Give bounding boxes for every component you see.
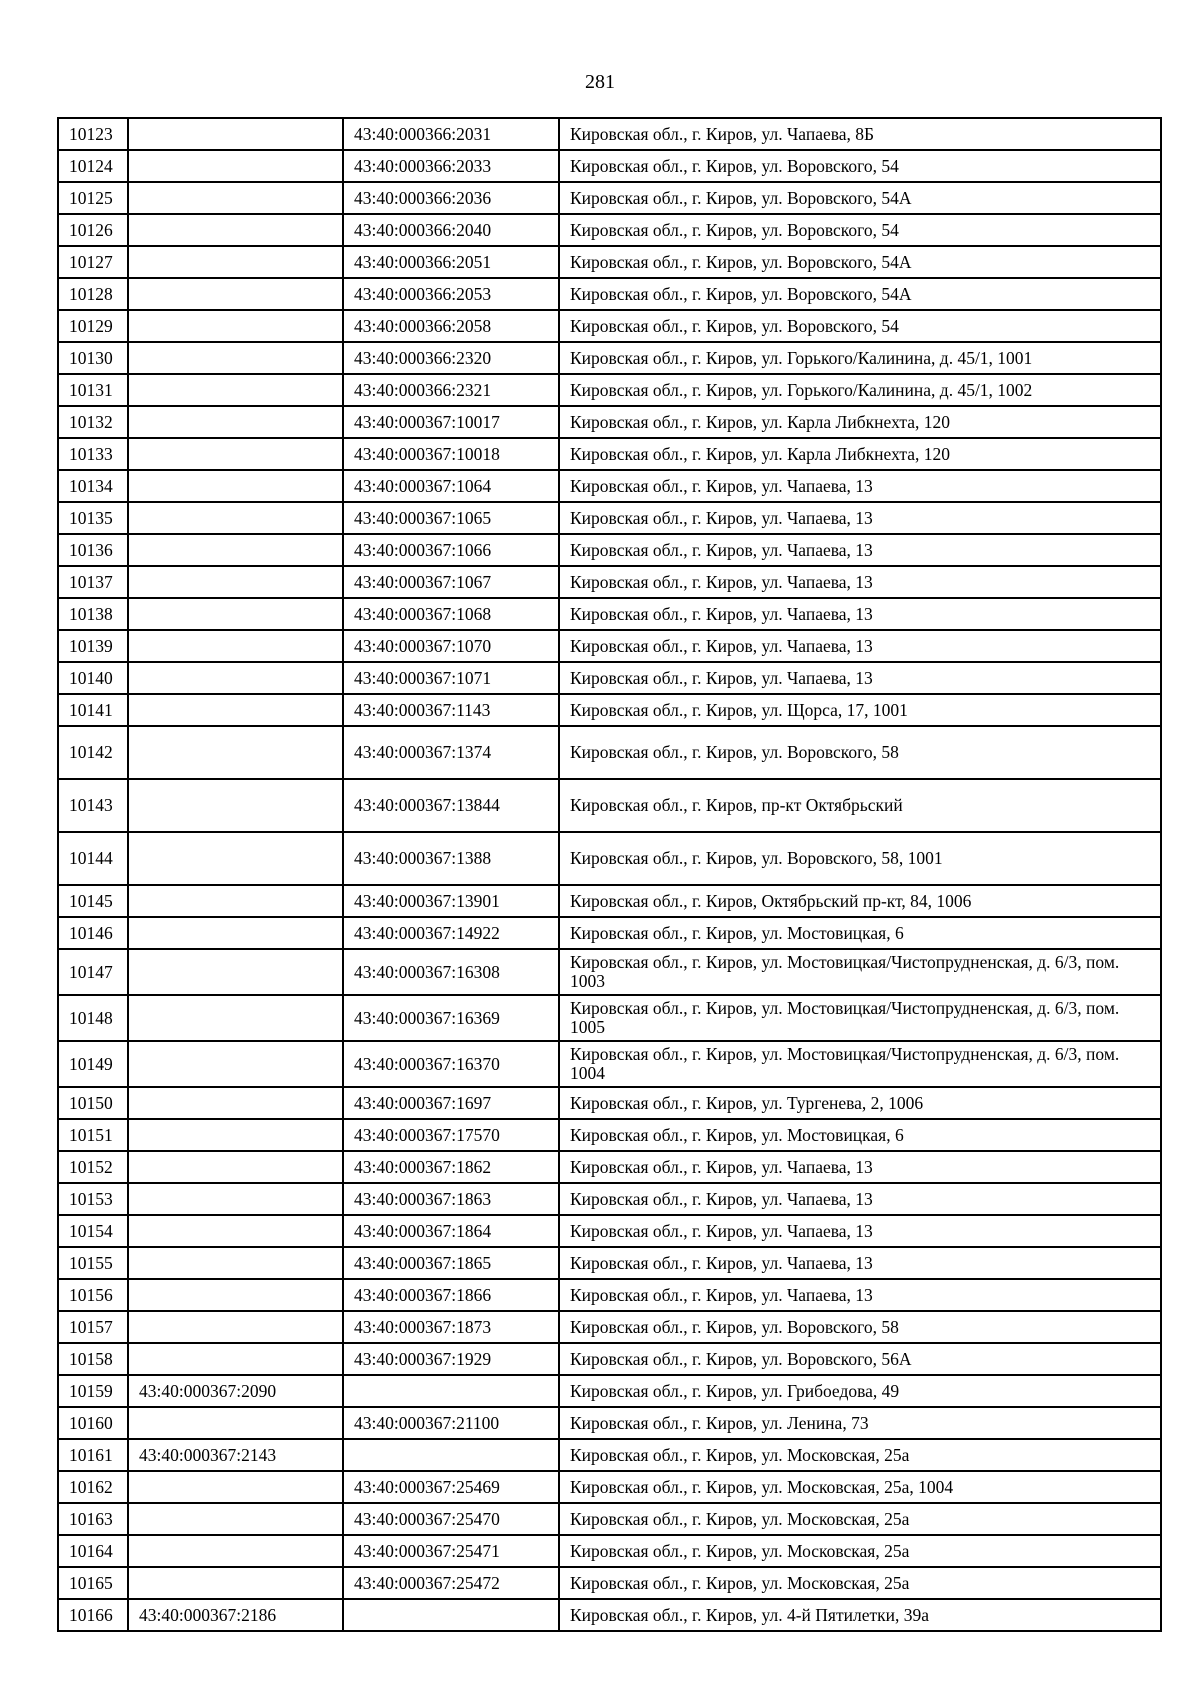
object-cadastral-number-cell: 43:40:000366:2058 [343, 310, 559, 342]
object-cadastral-number-cell: 43:40:000367:14922 [343, 917, 559, 949]
object-cadastral-number-cell: 43:40:000367:1066 [343, 534, 559, 566]
object-cadastral-number-cell: 43:40:000366:2053 [343, 278, 559, 310]
address-cell: Кировская обл., г. Киров, ул. Чапаева, 13 [559, 630, 1161, 662]
object-cadastral-number-cell: 43:40:000366:2033 [343, 150, 559, 182]
table-row [58, 995, 1161, 1041]
object-cadastral-number-cell: 43:40:000367:1065 [343, 502, 559, 534]
land-cadastral-number-cell [128, 1471, 343, 1503]
table-row [58, 502, 1161, 534]
object-cadastral-number-cell: 43:40:000367:10018 [343, 438, 559, 470]
address-cell: Кировская обл., г. Киров, ул. Ленина, 73 [559, 1407, 1161, 1439]
land-cadastral-number-cell [128, 1343, 343, 1375]
object-cadastral-number-cell: 43:40:000367:1929 [343, 1343, 559, 1375]
table-row [58, 598, 1161, 630]
object-cadastral-number-cell: 43:40:000366:2051 [343, 246, 559, 278]
land-cadastral-number-cell [128, 1247, 343, 1279]
object-cadastral-number-cell: 43:40:000367:10017 [343, 406, 559, 438]
row-number-cell: 10149 [58, 1041, 128, 1087]
row-number-cell: 10160 [58, 1407, 128, 1439]
table-row [58, 832, 1161, 885]
table-row [58, 150, 1161, 182]
object-cadastral-number-cell: 43:40:000367:25472 [343, 1567, 559, 1599]
table-row [58, 278, 1161, 310]
address-cell: Кировская обл., г. Киров, ул. Воровского, 54 [559, 310, 1161, 342]
land-cadastral-number-cell [128, 662, 343, 694]
land-cadastral-number-cell [128, 150, 343, 182]
address-cell: Кировская обл., г. Киров, ул. 4-й Пятилетки, 39а [559, 1599, 1161, 1631]
table-row [58, 1041, 1161, 1087]
table-row [58, 1215, 1161, 1247]
land-cadastral-number-cell [128, 374, 343, 406]
address-cell: Кировская обл., г. Киров, ул. Чапаева, 13 [559, 1183, 1161, 1215]
row-number-cell: 10146 [58, 917, 128, 949]
row-number-cell: 10158 [58, 1343, 128, 1375]
land-cadastral-number-cell [128, 779, 343, 832]
object-cadastral-number-cell: 43:40:000366:2031 [343, 118, 559, 150]
table-row [58, 1599, 1161, 1631]
land-cadastral-number-cell [128, 1119, 343, 1151]
registry-table-body [58, 118, 1161, 1631]
table-row [58, 374, 1161, 406]
table-row [58, 118, 1161, 150]
object-cadastral-number-cell: 43:40:000367:1866 [343, 1279, 559, 1311]
land-cadastral-number-cell [128, 1279, 343, 1311]
object-cadastral-number-cell: 43:40:000367:1697 [343, 1087, 559, 1119]
land-cadastral-number-cell [128, 1503, 343, 1535]
table-row [58, 1503, 1161, 1535]
address-cell: Кировская обл., г. Киров, ул. Чапаева, 8Б [559, 118, 1161, 150]
address-cell: Кировская обл., г. Киров, ул. Мостовицкая/Чистопрудненская, д. 6/3, пом. 1003 [559, 949, 1161, 995]
row-number-cell: 10165 [58, 1567, 128, 1599]
object-cadastral-number-cell [343, 1599, 559, 1631]
address-cell: Кировская обл., г. Киров, ул. Горького/Калинина, д. 45/1, 1001 [559, 342, 1161, 374]
land-cadastral-number-cell [128, 1311, 343, 1343]
table-row [58, 949, 1161, 995]
object-cadastral-number-cell: 43:40:000367:25469 [343, 1471, 559, 1503]
row-number-cell: 10162 [58, 1471, 128, 1503]
address-cell: Кировская обл., г. Киров, ул. Чапаева, 13 [559, 1151, 1161, 1183]
table-row [58, 1087, 1161, 1119]
land-cadastral-number-cell [128, 1407, 343, 1439]
land-cadastral-number-cell [128, 630, 343, 662]
row-number-cell: 10137 [58, 566, 128, 598]
object-cadastral-number-cell: 43:40:000367:1067 [343, 566, 559, 598]
address-cell: Кировская обл., г. Киров, ул. Мостовицкая/Чистопрудненская, д. 6/3, пом. 1005 [559, 995, 1161, 1041]
row-number-cell: 10157 [58, 1311, 128, 1343]
row-number-cell: 10153 [58, 1183, 128, 1215]
address-cell: Кировская обл., г. Киров, ул. Горького/Калинина, д. 45/1, 1002 [559, 374, 1161, 406]
object-cadastral-number-cell: 43:40:000367:1873 [343, 1311, 559, 1343]
land-cadastral-number-cell [128, 118, 343, 150]
address-cell: Кировская обл., г. Киров, ул. Воровского, 54 [559, 150, 1161, 182]
land-cadastral-number-cell [128, 1183, 343, 1215]
address-cell: Кировская обл., г. Киров, ул. Московская, 25а, 1004 [559, 1471, 1161, 1503]
table-row [58, 1407, 1161, 1439]
table-row [58, 1471, 1161, 1503]
address-cell: Кировская обл., г. Киров, ул. Щорса, 17, 1001 [559, 694, 1161, 726]
object-cadastral-number-cell [343, 1375, 559, 1407]
land-cadastral-number-cell [128, 949, 343, 995]
address-cell: Кировская обл., г. Киров, ул. Чапаева, 13 [559, 1247, 1161, 1279]
object-cadastral-number-cell: 43:40:000366:2036 [343, 182, 559, 214]
row-number-cell: 10142 [58, 726, 128, 779]
address-cell: Кировская обл., г. Киров, ул. Московская, 25а [559, 1503, 1161, 1535]
land-cadastral-number-cell [128, 438, 343, 470]
object-cadastral-number-cell: 43:40:000367:1143 [343, 694, 559, 726]
row-number-cell: 10139 [58, 630, 128, 662]
table-row [58, 214, 1161, 246]
row-number-cell: 10128 [58, 278, 128, 310]
object-cadastral-number-cell: 43:40:000366:2320 [343, 342, 559, 374]
land-cadastral-number-cell [128, 694, 343, 726]
row-number-cell: 10138 [58, 598, 128, 630]
address-cell: Кировская обл., г. Киров, ул. Чапаева, 13 [559, 662, 1161, 694]
table-row [58, 779, 1161, 832]
table-row [58, 566, 1161, 598]
address-cell: Кировская обл., г. Киров, ул. Московская, 25а [559, 1439, 1161, 1471]
table-row [58, 726, 1161, 779]
object-cadastral-number-cell: 43:40:000367:1863 [343, 1183, 559, 1215]
table-row [58, 1535, 1161, 1567]
row-number-cell: 10163 [58, 1503, 128, 1535]
land-cadastral-number-cell [128, 310, 343, 342]
row-number-cell: 10125 [58, 182, 128, 214]
row-number-cell: 10136 [58, 534, 128, 566]
table-row [58, 662, 1161, 694]
land-cadastral-number-cell [128, 1151, 343, 1183]
address-cell: Кировская обл., г. Киров, ул. Воровского, 56А [559, 1343, 1161, 1375]
land-cadastral-number-cell [128, 598, 343, 630]
row-number-cell: 10132 [58, 406, 128, 438]
address-cell: Кировская обл., г. Киров, ул. Грибоедова, 49 [559, 1375, 1161, 1407]
land-cadastral-number-cell [128, 342, 343, 374]
land-cadastral-number-cell: 43:40:000367:2090 [128, 1375, 343, 1407]
object-cadastral-number-cell: 43:40:000366:2321 [343, 374, 559, 406]
land-cadastral-number-cell [128, 917, 343, 949]
object-cadastral-number-cell: 43:40:000367:1862 [343, 1151, 559, 1183]
object-cadastral-number-cell: 43:40:000367:1068 [343, 598, 559, 630]
land-cadastral-number-cell [128, 246, 343, 278]
address-cell: Кировская обл., г. Киров, ул. Воровского, 54А [559, 182, 1161, 214]
table-row [58, 342, 1161, 374]
land-cadastral-number-cell [128, 214, 343, 246]
land-cadastral-number-cell [128, 566, 343, 598]
row-number-cell: 10133 [58, 438, 128, 470]
land-cadastral-number-cell [128, 1041, 343, 1087]
row-number-cell: 10135 [58, 502, 128, 534]
table-row [58, 1567, 1161, 1599]
address-cell: Кировская обл., г. Киров, ул. Чапаева, 13 [559, 534, 1161, 566]
object-cadastral-number-cell: 43:40:000367:1388 [343, 832, 559, 885]
address-cell: Кировская обл., г. Киров, ул. Московская, 25а [559, 1535, 1161, 1567]
object-cadastral-number-cell: 43:40:000366:2040 [343, 214, 559, 246]
land-cadastral-number-cell [128, 182, 343, 214]
row-number-cell: 10147 [58, 949, 128, 995]
object-cadastral-number-cell: 43:40:000367:13901 [343, 885, 559, 917]
table-row [58, 917, 1161, 949]
row-number-cell: 10161 [58, 1439, 128, 1471]
row-number-cell: 10166 [58, 1599, 128, 1631]
table-row [58, 1151, 1161, 1183]
table-row [58, 1439, 1161, 1471]
object-cadastral-number-cell: 43:40:000367:1374 [343, 726, 559, 779]
row-number-cell: 10134 [58, 470, 128, 502]
land-cadastral-number-cell [128, 885, 343, 917]
table-row [58, 1343, 1161, 1375]
land-cadastral-number-cell [128, 406, 343, 438]
row-number-cell: 10164 [58, 1535, 128, 1567]
object-cadastral-number-cell: 43:40:000367:1064 [343, 470, 559, 502]
row-number-cell: 10151 [58, 1119, 128, 1151]
table-row [58, 310, 1161, 342]
address-cell: Кировская обл., г. Киров, ул. Чапаева, 13 [559, 470, 1161, 502]
address-cell: Кировская обл., г. Киров, ул. Воровского, 58, 1001 [559, 832, 1161, 885]
row-number-cell: 10140 [58, 662, 128, 694]
land-cadastral-number-cell [128, 470, 343, 502]
object-cadastral-number-cell: 43:40:000367:1865 [343, 1247, 559, 1279]
address-cell: Кировская обл., г. Киров, пр-кт Октябрьский [559, 779, 1161, 832]
page-number: 281 [585, 71, 615, 93]
row-number-cell: 10123 [58, 118, 128, 150]
table-row [58, 630, 1161, 662]
row-number-cell: 10145 [58, 885, 128, 917]
row-number-cell: 10154 [58, 1215, 128, 1247]
row-number-cell: 10155 [58, 1247, 128, 1279]
object-cadastral-number-cell: 43:40:000367:16308 [343, 949, 559, 995]
address-cell: Кировская обл., г. Киров, ул. Воровского, 54 [559, 214, 1161, 246]
object-cadastral-number-cell: 43:40:000367:21100 [343, 1407, 559, 1439]
registry-table [57, 117, 1162, 1632]
object-cadastral-number-cell: 43:40:000367:13844 [343, 779, 559, 832]
land-cadastral-number-cell [128, 1215, 343, 1247]
row-number-cell: 10143 [58, 779, 128, 832]
table-row [58, 534, 1161, 566]
table-row [58, 1279, 1161, 1311]
table-row [58, 885, 1161, 917]
land-cadastral-number-cell [128, 995, 343, 1041]
object-cadastral-number-cell: 43:40:000367:16369 [343, 995, 559, 1041]
address-cell: Кировская обл., г. Киров, ул. Воровского, 58 [559, 726, 1161, 779]
address-cell: Кировская обл., г. Киров, ул. Воровского, 54А [559, 246, 1161, 278]
address-cell: Кировская обл., г. Киров, ул. Карла Либкнехта, 120 [559, 438, 1161, 470]
row-number-cell: 10126 [58, 214, 128, 246]
object-cadastral-number-cell: 43:40:000367:1071 [343, 662, 559, 694]
land-cadastral-number-cell [128, 1087, 343, 1119]
table-row [58, 1375, 1161, 1407]
row-number-cell: 10144 [58, 832, 128, 885]
row-number-cell: 10130 [58, 342, 128, 374]
land-cadastral-number-cell [128, 278, 343, 310]
address-cell: Кировская обл., г. Киров, Октябрьский пр-кт, 84, 1006 [559, 885, 1161, 917]
land-cadastral-number-cell [128, 502, 343, 534]
row-number-cell: 10159 [58, 1375, 128, 1407]
object-cadastral-number-cell: 43:40:000367:25470 [343, 1503, 559, 1535]
object-cadastral-number-cell: 43:40:000367:1070 [343, 630, 559, 662]
table-row [58, 182, 1161, 214]
row-number-cell: 10127 [58, 246, 128, 278]
address-cell: Кировская обл., г. Киров, ул. Мостовицкая, 6 [559, 1119, 1161, 1151]
row-number-cell: 10129 [58, 310, 128, 342]
table-row [58, 1183, 1161, 1215]
table-row [58, 470, 1161, 502]
land-cadastral-number-cell [128, 1567, 343, 1599]
row-number-cell: 10141 [58, 694, 128, 726]
address-cell: Кировская обл., г. Киров, ул. Мостовицкая/Чистопрудненская, д. 6/3, пом. 1004 [559, 1041, 1161, 1087]
address-cell: Кировская обл., г. Киров, ул. Чапаева, 13 [559, 1279, 1161, 1311]
table-row [58, 1311, 1161, 1343]
land-cadastral-number-cell [128, 1535, 343, 1567]
address-cell: Кировская обл., г. Киров, ул. Воровского, 58 [559, 1311, 1161, 1343]
table-row [58, 246, 1161, 278]
row-number-cell: 10148 [58, 995, 128, 1041]
address-cell: Кировская обл., г. Киров, ул. Чапаева, 13 [559, 566, 1161, 598]
table-row [58, 1247, 1161, 1279]
address-cell: Кировская обл., г. Киров, ул. Чапаева, 13 [559, 598, 1161, 630]
row-number-cell: 10131 [58, 374, 128, 406]
address-cell: Кировская обл., г. Киров, ул. Мостовицкая, 6 [559, 917, 1161, 949]
object-cadastral-number-cell: 43:40:000367:16370 [343, 1041, 559, 1087]
table-row [58, 1119, 1161, 1151]
address-cell: Кировская обл., г. Киров, ул. Воровского, 54А [559, 278, 1161, 310]
land-cadastral-number-cell [128, 534, 343, 566]
land-cadastral-number-cell [128, 726, 343, 779]
address-cell: Кировская обл., г. Киров, ул. Тургенева, 2, 1006 [559, 1087, 1161, 1119]
row-number-cell: 10150 [58, 1087, 128, 1119]
land-cadastral-number-cell: 43:40:000367:2186 [128, 1599, 343, 1631]
table-row [58, 438, 1161, 470]
address-cell: Кировская обл., г. Киров, ул. Карла Либкнехта, 120 [559, 406, 1161, 438]
land-cadastral-number-cell [128, 832, 343, 885]
row-number-cell: 10156 [58, 1279, 128, 1311]
address-cell: Кировская обл., г. Киров, ул. Чапаева, 13 [559, 1215, 1161, 1247]
address-cell: Кировская обл., г. Киров, ул. Московская, 25а [559, 1567, 1161, 1599]
object-cadastral-number-cell: 43:40:000367:1864 [343, 1215, 559, 1247]
table-row [58, 406, 1161, 438]
land-cadastral-number-cell: 43:40:000367:2143 [128, 1439, 343, 1471]
table-row [58, 694, 1161, 726]
address-cell: Кировская обл., г. Киров, ул. Чапаева, 13 [559, 502, 1161, 534]
object-cadastral-number-cell: 43:40:000367:17570 [343, 1119, 559, 1151]
row-number-cell: 10152 [58, 1151, 128, 1183]
object-cadastral-number-cell: 43:40:000367:25471 [343, 1535, 559, 1567]
object-cadastral-number-cell [343, 1439, 559, 1471]
row-number-cell: 10124 [58, 150, 128, 182]
